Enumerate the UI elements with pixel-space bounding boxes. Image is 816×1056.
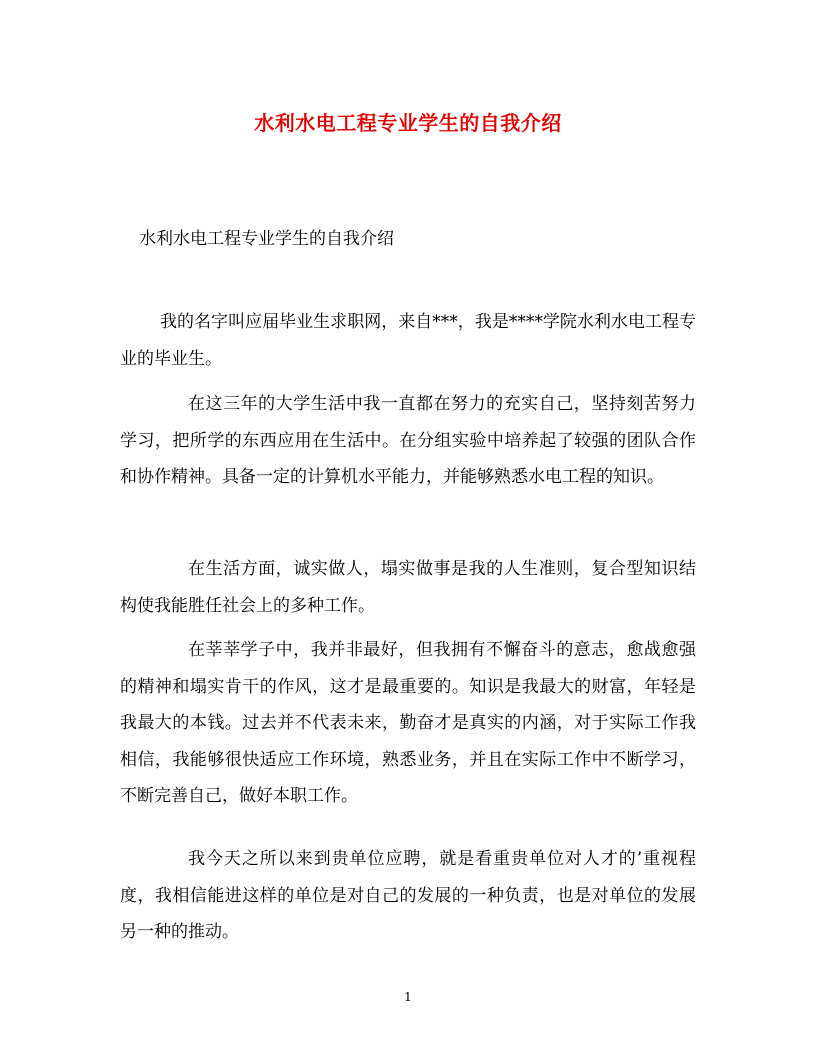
paragraph: 我今天之所以来到贵单位应聘，就是看重贵单位对人才的’重视程度，我相信能进这样的单位是对自己的发展的一种负责，也是对单位的发展另一种的推动。 (120, 849, 696, 943)
document-subtitle: 水利水电工程专业学生的自我介绍 (139, 229, 394, 249)
paragraph: 我的名字叫应届毕业生求职网，来自***，我是****学院水利水电工程专业的毕业生。 (120, 312, 696, 369)
paragraph: 在生活方面，诚实做人，塌实做事是我的人生准则，复合型知识结构使我能胜任社会上的多种工作。 (120, 559, 696, 616)
paragraph-1-block (120, 304, 696, 377)
document-title: 水利水电工程专业学生的自我介绍 (254, 111, 562, 135)
paragraph: 在莘莘学子中，我并非最好，但我拥有不懈奋斗的意志，愈战愈强的精神和塌实肯干的作风，这才是最重要的。知识是我最大的财富，年轻是我最大的本钱。过去并不代表未来，勤奋才是真实的内涵，对于实际工作我相信，我能够很快适应工作环境，熟悉业务，并且在实际工作中不断学习，不断完善自己，做好本职工作。 (120, 640, 696, 807)
paragraph-5-block (120, 841, 696, 951)
paragraph-3-block (120, 551, 696, 624)
paragraph-4-block (120, 632, 696, 815)
page-number: 1 (404, 990, 412, 1004)
paragraph: 在这三年的大学生活中我一直都在努力的充实自己，坚持刻苦努力学习，把所学的东西应用在生活中。在分组实验中培养起了较强的团队合作和协作精神。具备一定的计算机水平能力，并能够熟悉水电工程的知识。 (120, 394, 696, 488)
paragraph-2-block (120, 386, 696, 496)
